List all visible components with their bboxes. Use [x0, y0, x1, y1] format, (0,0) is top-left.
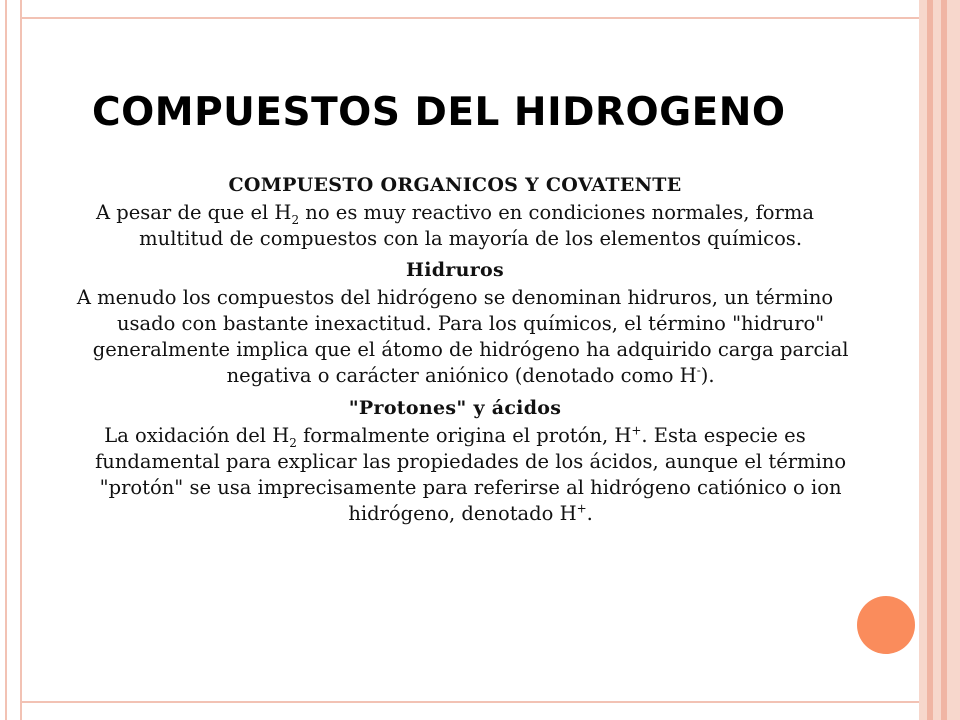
paragraph-hydrides — [55, 285, 855, 389]
superscript: + — [631, 423, 642, 438]
section-heading-protons: "Protones" y ácidos — [348, 397, 562, 419]
paragraph-text: . Esta especie es fundamental para explicar las propiedades de los ácidos, aunque el término "protón" se usa imprecisamente para referirse al hidrógeno catiónico o ion hidrógeno, denotado H — [95, 424, 847, 525]
superscript: - — [696, 363, 701, 378]
paragraph-text: formalmente origina el protón, H — [296, 424, 632, 447]
frame-top-border — [22, 0, 919, 19]
paragraph-text: no es muy reactivo en condiciones normales, forma multitud de compuestos con la mayoría de los elementos químicos. — [139, 201, 814, 250]
frame-right-stripe — [927, 0, 933, 720]
subscript: 2 — [289, 435, 297, 450]
paragraph-text: La oxidación del H — [104, 424, 290, 447]
paragraph-text: . — [586, 502, 593, 525]
slide-content — [55, 170, 855, 527]
frame-left-border — [5, 0, 22, 720]
paragraph-organic — [55, 200, 855, 252]
section-heading-organic: COMPUESTO ORGANICOS Y COVATENTE — [228, 174, 682, 196]
frame-right-stripe — [941, 0, 947, 720]
section-heading-hydrides: Hidruros — [405, 259, 505, 281]
superscript: + — [576, 501, 587, 516]
paragraph-text: A pesar de que el H — [96, 201, 292, 224]
paragraph-protons — [55, 423, 855, 527]
frame-bottom-border — [22, 701, 919, 720]
paragraph-text: ). — [700, 364, 715, 387]
accent-circle — [857, 596, 915, 654]
frame-right-band — [919, 0, 960, 720]
paragraph-text: A menudo los compuestos del hidrógeno se denominan hidruros, un término usado con bastante inexactitud. Para los químicos, el término "hidruro" generalmente implica que el átomo de hidrógeno ha adquirido carga parcial negativa o carácter aniónico (denotado como H — [76, 286, 849, 387]
subscript: 2 — [291, 212, 300, 227]
slide-title: COMPUESTOS DEL HIDROGENO — [92, 90, 786, 135]
